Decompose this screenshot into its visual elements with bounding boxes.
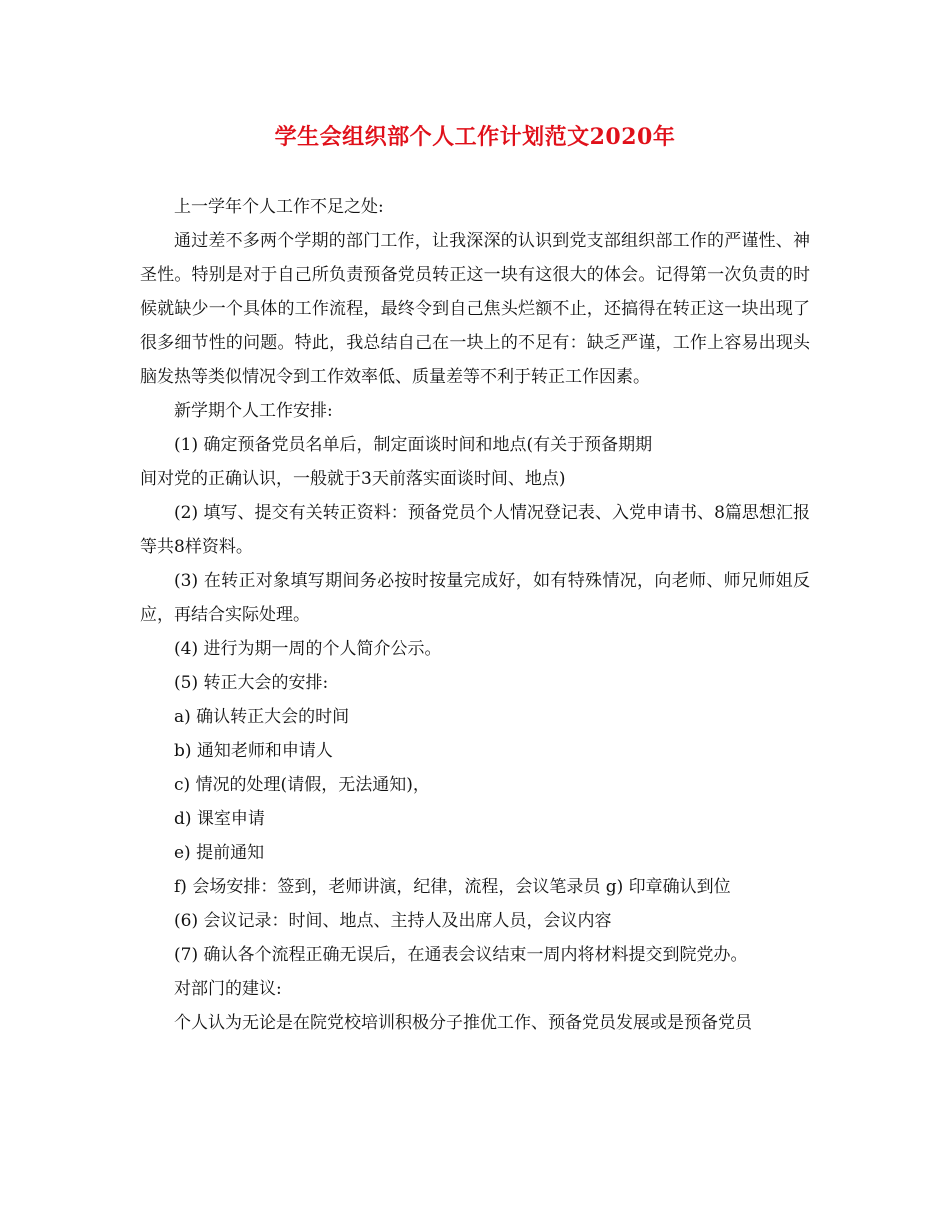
sub-item-a: a) 确认转正大会的时间 [174, 707, 350, 727]
sub-item-c: c) 情况的处理(请假，无法通知)， [174, 775, 430, 795]
sub-item-d: d) 课室申请 [174, 809, 265, 829]
plan-item-7: (7) 确认各个流程正确无误后，在通表会议结束一周内将材料提交到院党办。 [174, 945, 748, 965]
sub-item-b: b) 通知老师和申请人 [174, 741, 333, 761]
plan-item-1-line-1: (1) 确定预备党员名单后，制定面谈时间和地点(有关于预备期期 [174, 435, 653, 455]
plan-item-3: (3) 在转正对象填写期间务必按时按量完成好，如有特殊情况，向老师、师兄师姐反应，再结合实际处理。 [140, 571, 810, 625]
paragraph-suggestions: 个人认为无论是在院党校培训积极分子推优工作、预备党员发展或是预备党员 [174, 1013, 752, 1033]
sub-item-e: e) 提前通知 [174, 843, 265, 863]
plan-item-6: (6) 会议记录：时间、地点、主持人及出席人员，会议内容 [174, 911, 612, 931]
plan-item-5: (5) 转正大会的安排: [174, 673, 329, 693]
document-body [140, 190, 810, 1040]
heading-shortcomings: 上一学年个人工作不足之处: [174, 197, 384, 217]
plan-item-2: (2) 填写、提交有关转正资料：预备党员个人情况登记表、入党申请书、8篇思想汇报等共8样资料。 [140, 503, 810, 557]
plan-item-1-line-2: 间对党的正确认识，一般就于3天前落实面谈时间、地点) [140, 469, 566, 489]
paragraph-shortcomings: 通过差不多两个学期的部门工作，让我深深的认识到党支部组织部工作的严谨性、神圣性。特别是对于自己所负责预备党员转正这一块有这很大的体会。记得第一次负责的时候就缺少一个具体的工作流程，最终令到自己焦头烂额不止，还搞得在转正这一块出现了很多细节性的问题。特此，我总结自己在一块上的不足有：缺乏严谨，工作上容易出现头脑发热等类似情况令到工作效率低、质量差等不利于转正工作因素。 [140, 231, 810, 387]
document-title: 学生会组织部个人工作计划范文2020年 [274, 124, 676, 150]
sub-item-f: f) 会场安排：签到，老师讲演，纪律，流程，会议笔录员 g) 印章确认到位 [174, 877, 731, 897]
plan-item-4: (4) 进行为期一周的个人简介公示。 [174, 639, 442, 659]
heading-plan: 新学期个人工作安排: [174, 401, 333, 421]
heading-suggestions: 对部门的建议: [174, 979, 282, 999]
